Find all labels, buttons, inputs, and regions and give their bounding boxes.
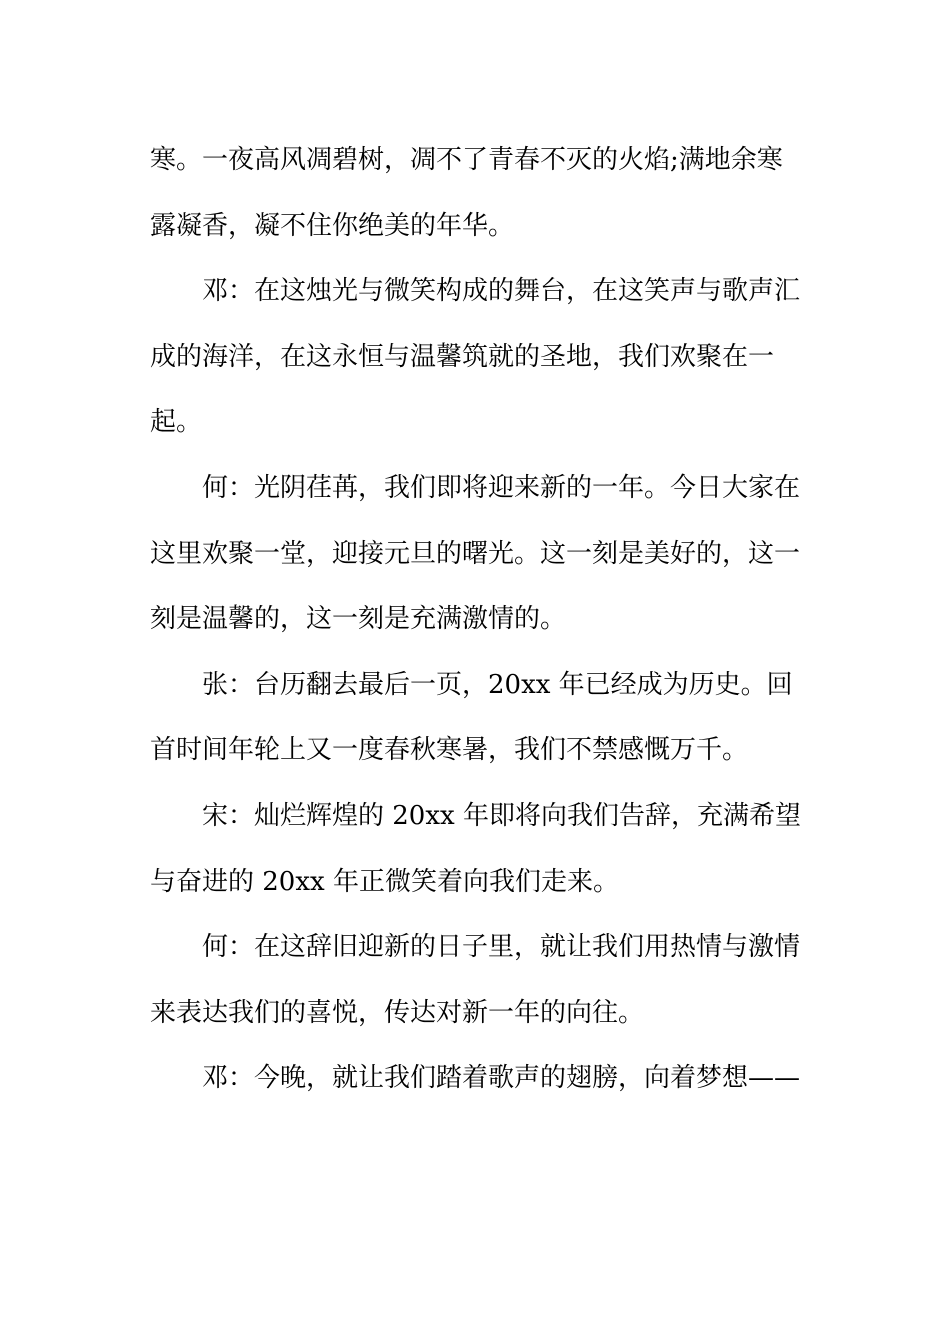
paragraph-zhang-1: 张：台历翻去最后一页，20xx 年已经成为历史。回首时间年轮上又一度春秋寒暑，我们不禁感慨万千。 [150,669,793,766]
paragraph-continuation: 寒。一夜高风凋碧树，凋不了青春不灭的火焰;满地余寒露凝香，凝不住你绝美的年华。 [150,145,783,241]
paragraph-deng-2: 邓：今晚，就让我们踏着歌声的翅膀，向着梦想—— [202,1063,801,1094]
paragraph-song-1: 宋：灿烂辉煌的 20xx 年即将向我们告辞，充满希望与奋进的 20xx 年正微笑着向我们走来。 [150,800,801,897]
document-body [150,128,802,1112]
paragraph-he-1: 何：光阴荏苒，我们即将迎来新的一年。今日大家在这里欢聚一堂，迎接元旦的曙光。这一刻是美好的，这一刻是温馨的，这一刻是充满激情的。 [150,472,801,635]
paragraph-he-2: 何：在这辞旧迎新的日子里，就让我们用热情与激情来表达我们的喜悦，传达对新一年的向往。 [150,932,801,1028]
paragraph-deng-1: 邓：在这烛光与微笑构成的舞台，在这笑声与歌声汇成的海洋，在这永恒与温馨筑就的圣地，我们欢聚在一起。 [150,276,801,438]
